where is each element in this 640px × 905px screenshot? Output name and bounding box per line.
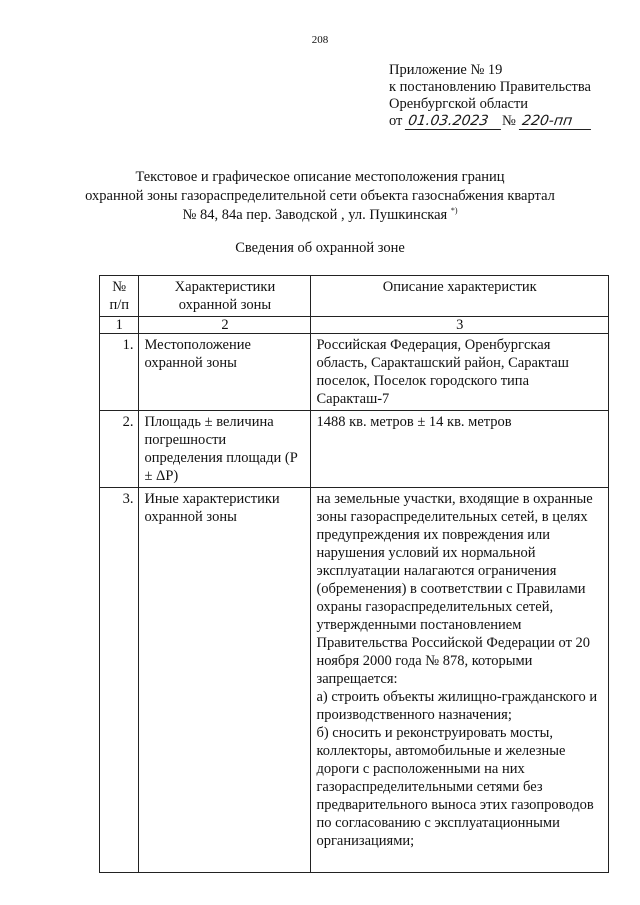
header-description: Описание характеристик bbox=[311, 276, 609, 317]
table-row bbox=[100, 334, 609, 411]
appendix-region: Оренбургской области bbox=[389, 96, 529, 112]
table-header-row bbox=[100, 276, 609, 317]
row-description bbox=[311, 488, 609, 873]
appendix-resolution: к постановлению Правительства bbox=[389, 79, 591, 95]
appendix-date-line bbox=[389, 113, 592, 130]
date-prefix: от bbox=[389, 113, 403, 129]
footnote-mark: *) bbox=[450, 206, 458, 216]
description-paragraph: Российская Федерация, Оренбургская область, Саракташский район, Саракташ поселок, Поселок городского типа Саракташ-7 bbox=[316, 337, 569, 407]
description-paragraph: а) строить объекты жилищно-гражданского и производственного назначения; bbox=[316, 689, 598, 723]
header-number: № п/п bbox=[100, 276, 139, 317]
zone-info-table bbox=[99, 275, 609, 873]
row-description bbox=[311, 411, 609, 488]
description-paragraph: на земельные участки, входящие в охранные зоны газораспределительных сетей, в целях предупреждения их повреждения или нарушения условий их нормальной эксплуатации налагаются ограничения (обременения) в соответствии с Правилами охраны газораспределительных сетей, утвержденными постановлением Правительства Российской Федерации от 20 ноября 2000 года № 878, которыми запрещается: bbox=[316, 491, 593, 687]
column-number: 2 bbox=[139, 317, 311, 334]
handwritten-number: 220-пп bbox=[518, 114, 592, 130]
handwritten-date: 01.03.2023 bbox=[405, 114, 503, 130]
section-subtitle: Сведения об охранной зоне bbox=[235, 240, 405, 256]
column-number: 3 bbox=[311, 317, 609, 334]
title-line-2: охранной зоны газораспределительной сети объекта газоснабжения квартал bbox=[85, 188, 555, 204]
appendix-title: Приложение № 19 bbox=[389, 62, 503, 78]
row-characteristic: Иные характеристики охранной зоны bbox=[139, 488, 311, 873]
row-number: 1. bbox=[100, 334, 139, 411]
table-row bbox=[100, 411, 609, 488]
number-prefix: № bbox=[502, 113, 516, 129]
page-number: 208 bbox=[311, 34, 329, 46]
column-number: 1 bbox=[100, 317, 139, 334]
row-number: 2. bbox=[100, 411, 139, 488]
document-title bbox=[0, 168, 640, 225]
row-number: 3. bbox=[100, 488, 139, 873]
row-characteristic: Местоположение охранной зоны bbox=[139, 334, 311, 411]
title-line-3 bbox=[0, 206, 640, 225]
header-characteristics: Характеристики охранной зоны bbox=[139, 276, 311, 317]
appendix-block bbox=[389, 62, 592, 130]
description-paragraph: б) сносить и реконструировать мосты, коллекторы, автомобильные и железные дороги с расположенными на них газораспределительными сетями без предварительного выноса этих газопроводов по согласованию с эксплуатационными организациями; bbox=[316, 725, 594, 849]
title-line-3-text: № 84, 84а пер. Заводской , ул. Пушкинская bbox=[182, 207, 448, 223]
row-description bbox=[311, 334, 609, 411]
table-row bbox=[100, 488, 609, 873]
column-number-row bbox=[100, 317, 609, 334]
title-line-1: Текстовое и графическое описание местоположения границ bbox=[135, 169, 505, 185]
description-paragraph: 1488 кв. метров ± 14 кв. метров bbox=[316, 414, 512, 430]
row-characteristic: Площадь ± величина погрешности определения площади (P ± ΔP) bbox=[139, 411, 311, 488]
